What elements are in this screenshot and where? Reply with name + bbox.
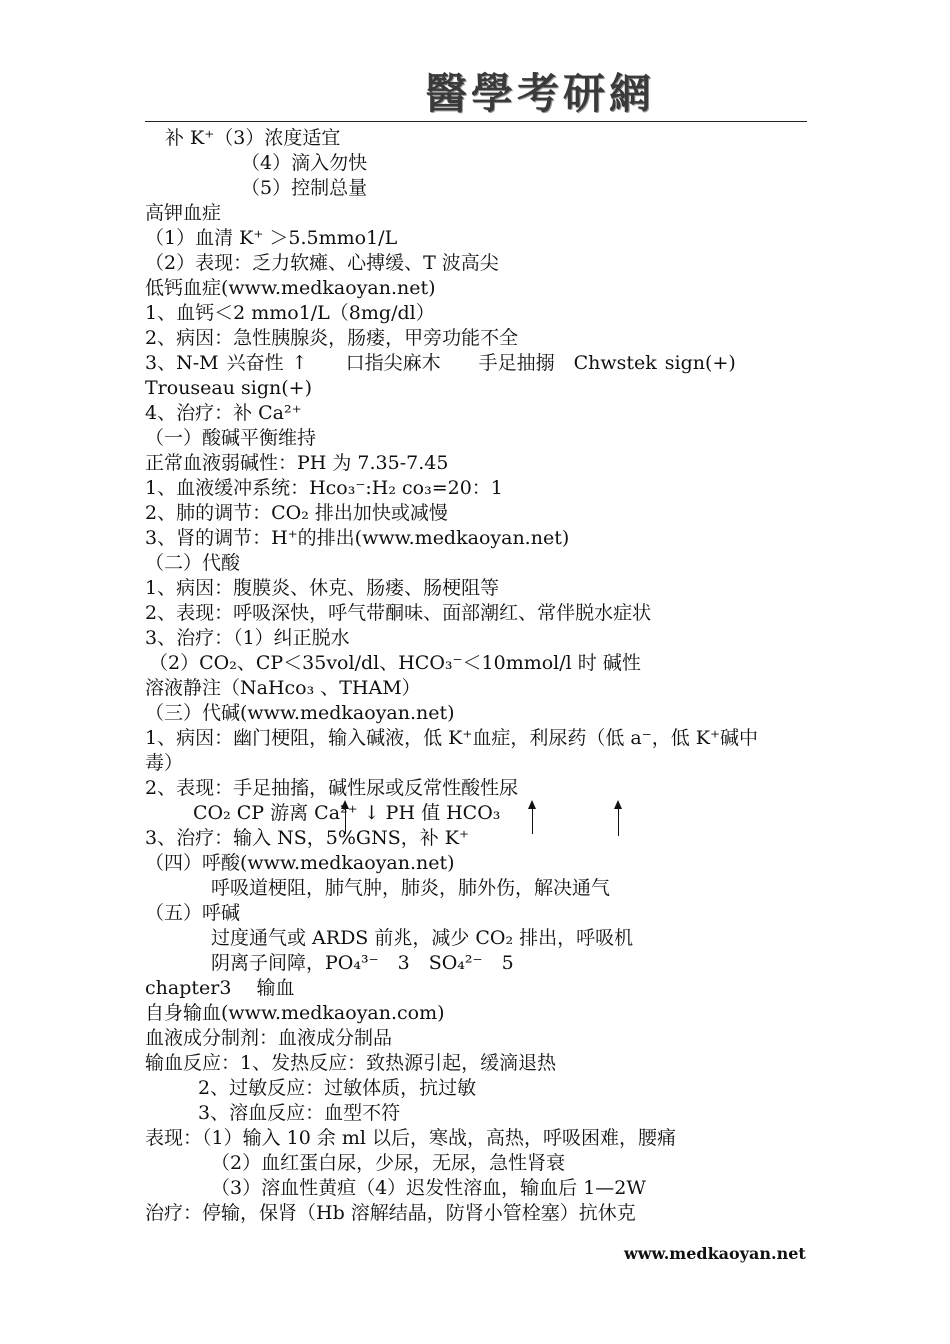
text-line: 呼吸道梗阻，肺气肿，肺炎，肺外伤，解决通气 [211,877,611,899]
text-line: 2、表现：呼吸深快，呼气带酮味、面部潮红、常伴脱水症状 [145,602,652,624]
text-line: 补 K⁺（3）浓度适宜 [165,127,341,149]
text-line: （1）血清 K⁺ ＞5.5mmo1/L [145,227,398,249]
text-line: 1、病因：腹膜炎、休克、肠瘘、肠梗阻等 [145,577,500,599]
text-line: （2）CO₂、CP＜35vol/dl、HCO₃⁻＜10mmol/l 时 碱性 [149,652,641,674]
header-rule [145,121,807,122]
text-line: （4）滴入勿快 [241,152,368,174]
text-line: 表现：（1）输入 10 余 ml 以后，寒战，高热，呼吸困难，腰痛 [145,1127,677,1149]
text-line: （一）酸碱平衡维持 [145,427,317,449]
text-line: 治疗：停输，保肾（Hb 溶解结晶，防肾小管栓塞）抗休克 [145,1202,636,1224]
text-line: （二）代酸 [145,552,241,574]
text-line: 低钙血症(www.medkaoyan.net) [145,277,436,299]
up-arrow-icon [345,802,346,834]
text-line: 3、治疗：输入 NS，5%GNS，补 K⁺ [145,827,469,849]
text-line: 1、血钙＜2 mmo1/L（8mg/dl） [145,302,435,324]
text-line: 毒） [145,752,184,774]
text-line: 血液成分制剂：血液成分制品 [145,1027,393,1049]
text-line: （3）溶血性黄疸（4）迟发性溶血，输血后 1—2W [211,1177,646,1199]
text-line: 高钾血症 [145,202,222,224]
text-line: 3、N-M 兴奋性 ↑ 口指尖麻木 手足抽搦 Chwstek sign(+) [145,352,736,374]
text-line: 正常血液弱碱性：PH 为 7.35-7.45 [145,452,449,474]
text-line: 输血反应：1、发热反应：致热源引起，缓滴退热 [145,1052,557,1074]
text-line: （2）表现：乏力软瘫、心搏缓、T 波高尖 [145,252,499,274]
text-line: 2、表现：手足抽搐，碱性尿或反常性酸性尿 [145,777,519,799]
text-line: 3、肾的调节：H⁺的排出(www.medkaoyan.net) [145,527,570,549]
text-line: CO₂ CP 游离 Ca²⁺ ↓ PH 值 HCO₃ [193,802,501,824]
text-line: （五）呼碱 [145,902,241,924]
text-line: 阴离子间障，PO₄³⁻ 3 SO₄²⁻ 5 [211,952,514,974]
text-line: 溶液静注（NaHco₃ 、THAM） [145,677,421,699]
text-line: 过度通气或 ARDS 前兆，减少 CO₂ 排出，呼吸机 [211,927,634,949]
text-line: 1、病因：幽门梗阻，输入碱液，低 K⁺血症，利尿药（低 a⁻，低 K⁺碱中 [145,727,759,749]
footer-url: www.medkaoyan.net [624,1244,806,1263]
text-line: （5）控制总量 [241,177,368,199]
text-line: 2、病因：急性胰腺炎，肠瘘，甲旁功能不全 [145,327,519,349]
text-line: 4、治疗：补 Ca²⁺ [145,402,302,424]
text-line: chapter3 输血 [145,977,295,999]
text-line: （2）血红蛋白尿，少尿，无尿，急性肾衰 [211,1152,566,1174]
text-line: （三）代碱(www.medkaoyan.net) [145,702,455,724]
text-line: 1、血液缓冲系统：Hco₃⁻:H₂ co₃=20：1 [145,477,503,499]
text-line: 2、过敏反应：过敏体质，抗过敏 [198,1077,477,1099]
up-arrow-icon [532,802,533,834]
text-line: Trouseau sign(+) [145,377,313,399]
text-line: 自身输血(www.medkaoyan.com) [145,1002,445,1024]
text-line: 2、肺的调节：CO₂ 排出加快或减慢 [145,502,448,524]
text-line: （四）呼酸(www.medkaoyan.net) [145,852,455,874]
text-line: 3、治疗：（1）纠正脱水 [145,627,350,649]
site-logo: 醫學考研網 [425,69,656,118]
text-line: 3、溶血反应：血型不符 [198,1102,401,1124]
up-arrow-icon [618,802,619,836]
